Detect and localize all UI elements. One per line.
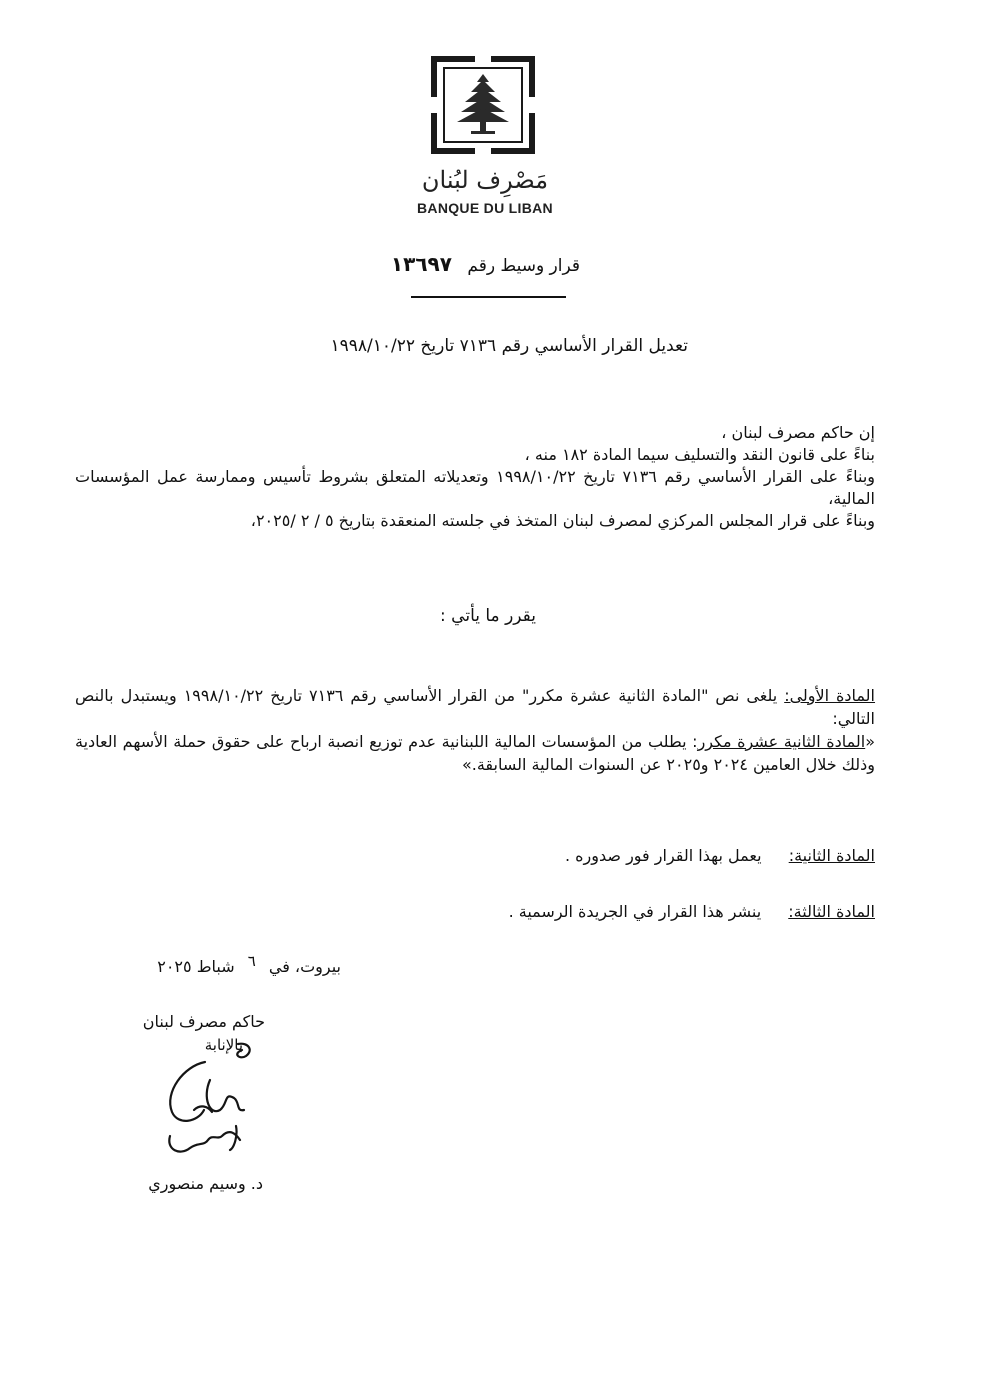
preamble	[75, 422, 875, 532]
article-three-text: ينشر هذا القرار في الجريدة الرسمية .	[508, 902, 762, 921]
article-one-quote	[75, 730, 875, 776]
date-prefix: بيروت، في	[268, 957, 341, 976]
article-one-label: المادة الأولى:	[784, 686, 876, 705]
signatory-title: حاكم مصرف لبنان	[142, 1012, 265, 1031]
decision-number: ١٣٦٩٧	[390, 252, 452, 276]
decision-number-line	[320, 252, 580, 276]
article-one-paragraph	[75, 684, 875, 730]
date-day: ٦	[247, 952, 256, 970]
banque-du-liban-logo-icon	[431, 56, 535, 154]
decision-subject: تعديل القرار الأساسي رقم ٧١٣٦ تاريخ ١٩٩٨/١٠/٢٢	[330, 336, 688, 356]
preamble-line: وبناءً على قرار المجلس المركزي لمصرف لبنان المتخذ في جلسته المنعقدة بتاريخ ٥ / ٢ /٢٠٢٥،	[250, 511, 875, 530]
article-two-text: يعمل بهذا القرار فور صدوره .	[564, 846, 762, 865]
date-line	[41, 952, 341, 976]
preamble-line: وبناءً على القرار الأساسي رقم ٧١٣٦ تاريخ ١٩٩٨/١٠/٢٢ وتعديلاته المتعلق بشروط تأسيس وممارسة عمل المؤسسات المالية،	[75, 467, 875, 508]
article-three-label: المادة الثالثة:	[788, 902, 875, 921]
logo-latin-name: BANQUE DU LIBAN	[417, 200, 553, 216]
date-month-year: شباط ٢٠٢٥	[157, 957, 235, 976]
logo-arabic-name: مَصْرِف لبُنان	[421, 166, 549, 194]
quote-label: المادة الثانية عشرة مكرر	[697, 732, 866, 751]
quote-open-mark: «	[865, 732, 875, 751]
decides-heading: يقرر ما يأتي :	[440, 606, 536, 626]
signatory-capacity: بالإنابة	[204, 1036, 243, 1054]
preamble-line: بناءً على قانون النقد والتسليف سيما المادة ١٨٢ منه ،	[524, 445, 875, 464]
article-one	[75, 684, 875, 776]
article-one-text: يلغى نص "المادة الثانية عشرة مكرر" من القرار الأساسي رقم ٧١٣٦ تاريخ ١٩٩٨/١٠/٢٢ ويستبدل بالنص التالي:	[75, 686, 875, 728]
article-three	[75, 902, 875, 921]
preamble-line: إن حاكم مصرف لبنان ،	[721, 423, 875, 442]
decision-label: قرار وسيط رقم	[467, 256, 580, 276]
handwritten-signature-icon	[150, 1040, 270, 1165]
article-two	[75, 846, 875, 865]
title-underline	[411, 296, 566, 298]
signatory-name: د. وسيم منصوري	[148, 1174, 263, 1193]
quote-text: : يطلب من المؤسسات المالية اللبنانية عدم توزيع انصبة ارباح على حقوق حملة الأسهم العادية وذلك خلال العامين ٢٠٢٤ و٢٠٢٥ عن السنوات المالية السابقة.»	[75, 732, 875, 774]
article-two-label: المادة الثانية:	[788, 846, 875, 865]
